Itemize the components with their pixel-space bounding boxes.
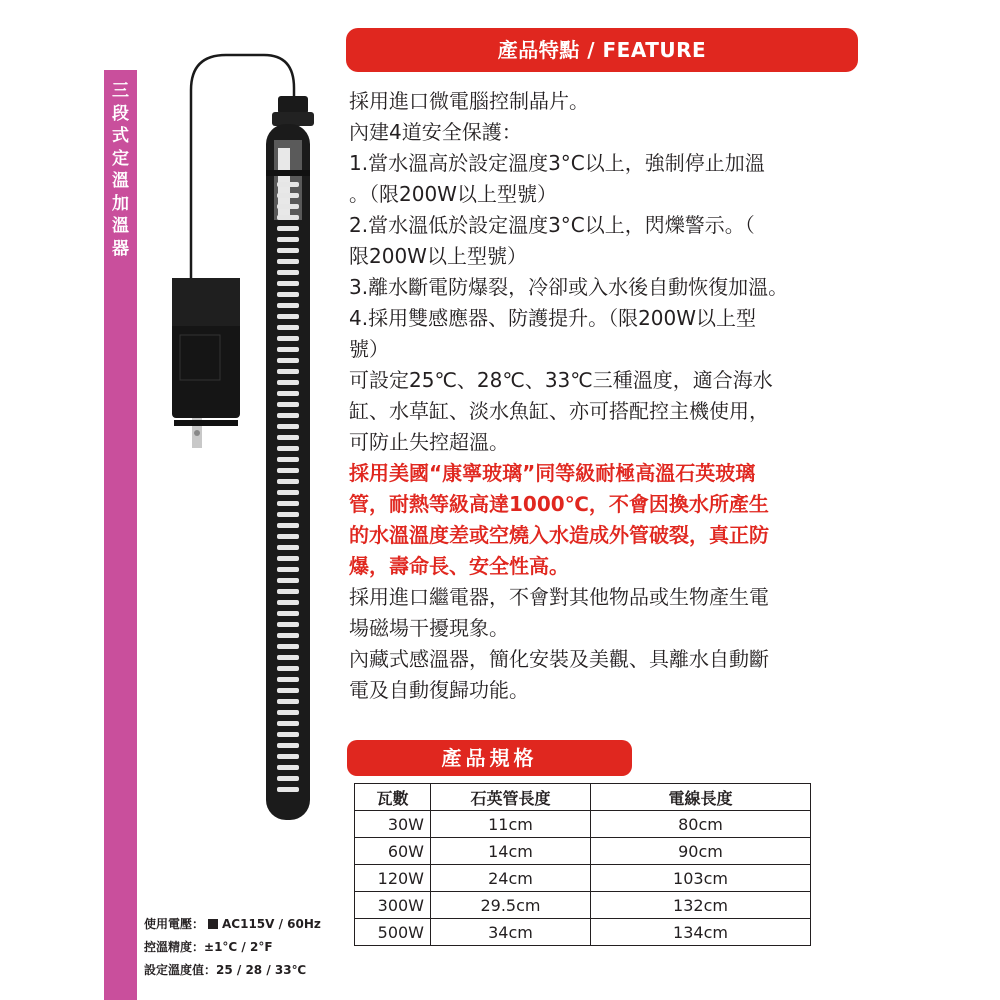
feature-description xyxy=(349,86,861,706)
spec-table xyxy=(354,783,811,946)
vent-slot xyxy=(277,490,299,495)
spec-cell-wattage: 30W xyxy=(355,811,431,838)
vent-slot xyxy=(277,215,299,220)
sidebar-title-char: 式 xyxy=(112,126,129,146)
vent-slot xyxy=(277,193,299,198)
voltage-value: AC115V / 60Hz xyxy=(222,917,321,931)
vent-slot xyxy=(277,314,299,319)
spec-col-cord-length: 電線長度 xyxy=(591,784,811,811)
vent-slot xyxy=(277,512,299,517)
spec-cell-cord-length: 80cm xyxy=(591,811,811,838)
setting-value: 25 / 28 / 33℃ xyxy=(216,963,307,977)
feature-line: 爆，壽命長、安全性高。 xyxy=(349,554,569,578)
vent-slot xyxy=(277,787,299,792)
spec-row xyxy=(355,811,811,838)
vent-slot xyxy=(277,501,299,506)
spec-cell-tube-length: 34cm xyxy=(431,919,591,946)
vent-slot xyxy=(277,270,299,275)
sidebar-title-char: 溫 xyxy=(112,171,129,191)
spec-col-wattage: 瓦數 xyxy=(355,784,431,811)
vent-slot xyxy=(277,358,299,363)
spec-cell-wattage: 120W xyxy=(355,865,431,892)
vent-slot xyxy=(277,303,299,308)
spec-info xyxy=(144,913,321,982)
vent-slot xyxy=(277,611,299,616)
vent-slot xyxy=(277,776,299,781)
vent-slot xyxy=(277,391,299,396)
vent-slot xyxy=(277,413,299,418)
spec-cell-cord-length: 132cm xyxy=(591,892,811,919)
feature-line: 。（限200W以上型號） xyxy=(349,182,557,206)
vent-slot xyxy=(277,336,299,341)
vent-slot xyxy=(277,655,299,660)
feature-line: 可設定25℃、28℃、33℃三種溫度，適合海水 xyxy=(349,368,773,392)
vent-slot xyxy=(277,699,299,704)
sidebar-title xyxy=(104,80,137,260)
sidebar xyxy=(104,70,137,1000)
feature-line: 電及自動復歸功能。 xyxy=(349,678,529,702)
vent-slot xyxy=(277,732,299,737)
vent-slot xyxy=(277,677,299,682)
spec-cell-tube-length: 24cm xyxy=(431,865,591,892)
precision-value: ±1°C / 2°F xyxy=(204,940,273,954)
sidebar-title-char: 三 xyxy=(112,81,129,101)
vent-slot xyxy=(277,578,299,583)
heater-cap xyxy=(278,96,308,114)
vent-slot xyxy=(277,226,299,231)
vent-slot xyxy=(277,402,299,407)
vent-slot xyxy=(277,633,299,638)
setting-row xyxy=(144,959,321,982)
feature-line: 2.當水溫低於設定溫度3°C以上，閃爍警示。（ xyxy=(349,213,755,237)
voltage-label: 使用電壓： xyxy=(144,917,205,931)
vent-slot xyxy=(277,446,299,451)
vent-slot xyxy=(277,237,299,242)
spec-row xyxy=(355,919,811,946)
feature-line: 缸、水草缸、淡水魚缸、亦可搭配控主機使用， xyxy=(349,399,769,423)
feature-header: 產品特點 / FEATURE xyxy=(346,28,858,72)
vent-slot xyxy=(277,259,299,264)
spec-cell-cord-length: 90cm xyxy=(591,838,811,865)
spec-cell-wattage: 60W xyxy=(355,838,431,865)
vent-slot xyxy=(277,556,299,561)
feature-line: 內建4道安全保護： xyxy=(349,120,522,144)
vent-slot xyxy=(277,754,299,759)
feature-line: 採用進口繼電器，不會對其他物品或生物產生電 xyxy=(349,585,769,609)
vent-slot xyxy=(277,622,299,627)
vent-slot xyxy=(277,523,299,528)
vent-slot xyxy=(277,347,299,352)
vent-slot xyxy=(277,666,299,671)
vent-slot xyxy=(277,248,299,253)
feature-line: 場磁場干擾現象。 xyxy=(349,616,509,640)
feature-line: 限200W以上型號） xyxy=(349,244,527,268)
vent-slot xyxy=(277,710,299,715)
feature-line: 4.採用雙感應器、防護提升。（限200W以上型 xyxy=(349,306,757,330)
feature-line: 採用美國“康寧玻璃”同等級耐極高溫石英玻璃 xyxy=(349,461,756,485)
vent-slot xyxy=(277,468,299,473)
heater-illustration xyxy=(160,50,340,830)
vent-slot xyxy=(277,644,299,649)
vent-slot xyxy=(277,589,299,594)
vent-slot xyxy=(277,600,299,605)
vent-slot xyxy=(277,479,299,484)
spec-table-header-row xyxy=(355,784,811,811)
spec-row xyxy=(355,838,811,865)
sidebar-title-char: 定 xyxy=(112,148,129,169)
feature-line: 內藏式感溫器，簡化安裝及美觀、具離水自動斷 xyxy=(349,647,769,671)
vent-slot xyxy=(277,765,299,770)
vent-slot xyxy=(277,281,299,286)
sidebar-title-char: 溫 xyxy=(112,216,129,236)
vent-slot xyxy=(277,204,299,209)
precision-label: 控溫精度： xyxy=(144,940,205,954)
vent-slot xyxy=(277,534,299,539)
vent-slot xyxy=(277,424,299,429)
vent-slot xyxy=(277,743,299,748)
voltage-row xyxy=(144,913,321,936)
spec-cell-tube-length: 14cm xyxy=(431,838,591,865)
feature-line: 3.離水斷電防爆裂，冷卻或入水後自動恢復加溫。 xyxy=(349,275,789,299)
vent-slot xyxy=(277,567,299,572)
sidebar-title-char: 器 xyxy=(112,238,129,259)
spec-cell-cord-length: 103cm xyxy=(591,865,811,892)
sidebar-title-char: 加 xyxy=(112,193,129,214)
sidebar-title-char: 段 xyxy=(112,103,129,124)
vent-slot xyxy=(277,325,299,330)
spec-cell-cord-length: 134cm xyxy=(591,919,811,946)
feature-line: 管，耐熱等級高達1000℃，不會因換水所產生 xyxy=(349,492,769,516)
feature-line: 的水溫溫度差或空燒入水造成外管破裂，真正防 xyxy=(349,523,769,547)
feature-line: 採用進口微電腦控制晶片。 xyxy=(349,89,589,113)
precision-row xyxy=(144,936,321,959)
spec-row xyxy=(355,892,811,919)
spec-header: 產品規格 xyxy=(347,740,632,776)
vent-slot xyxy=(277,380,299,385)
spec-cell-tube-length: 11cm xyxy=(431,811,591,838)
spec-cell-tube-length: 29.5cm xyxy=(431,892,591,919)
spec-cell-wattage: 300W xyxy=(355,892,431,919)
feature-line: 號） xyxy=(349,337,389,361)
setting-label: 設定溫度值： xyxy=(144,963,217,977)
feature-line: 1.當水溫高於設定溫度3°C以上，強制停止加溫 xyxy=(349,151,765,175)
vent-slot xyxy=(277,369,299,374)
spec-cell-wattage: 500W xyxy=(355,919,431,946)
spec-col-tube-length: 石英管長度 xyxy=(431,784,591,811)
vent-slot xyxy=(277,182,299,187)
vent-slot xyxy=(277,688,299,693)
feature-line: 可防止失控超溫。 xyxy=(349,430,509,454)
spec-row xyxy=(355,865,811,892)
vent-slot xyxy=(277,292,299,297)
vent-slot xyxy=(277,457,299,462)
vent-slot xyxy=(277,435,299,440)
square-bullet-icon xyxy=(208,919,218,929)
vent-slot xyxy=(277,721,299,726)
vent-slot xyxy=(277,545,299,550)
